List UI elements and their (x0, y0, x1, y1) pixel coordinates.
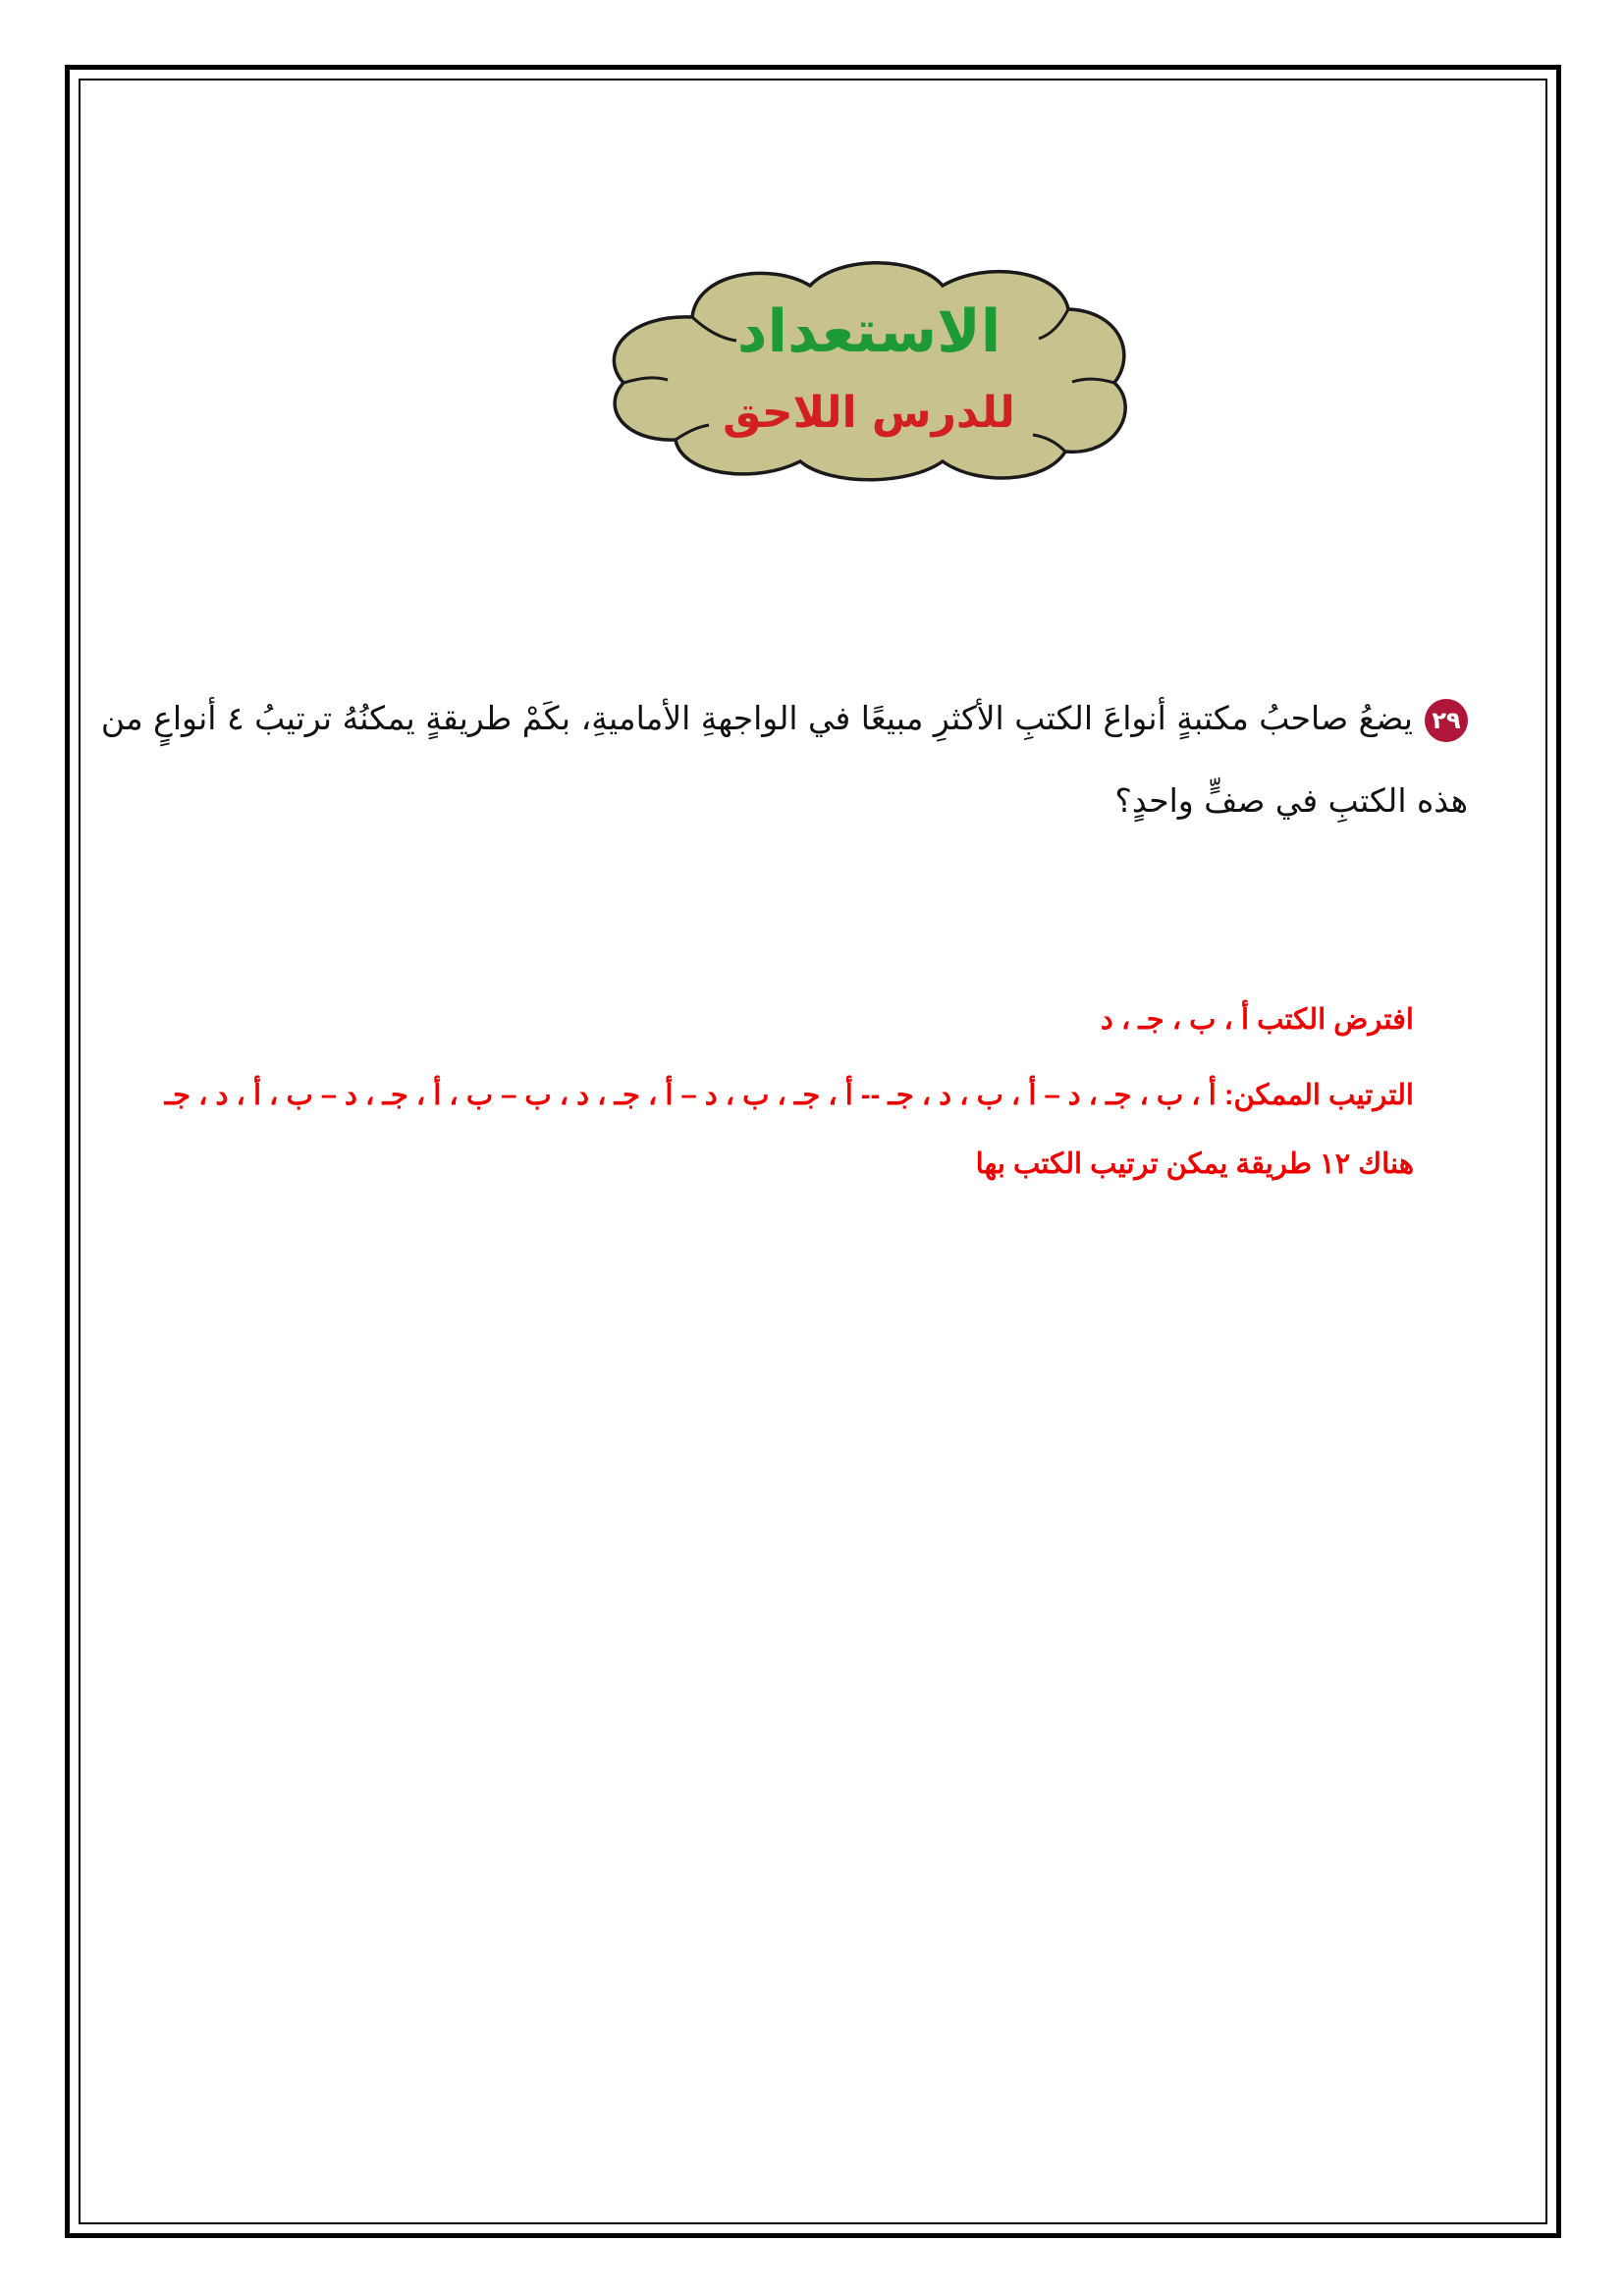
cloud-shape (599, 260, 1139, 486)
question-number: ٢٩ (1425, 699, 1468, 742)
answer-assumption: افترض الكتب أ ، ب ، جـ ، د (1100, 1004, 1414, 1036)
question-text: يضعُ صاحبُ مكتبةٍ أنواعَ الكتبِ الأكثرِ مبيعًا في الواجهةِ الأماميةِ، بكَمْ طريقةٍ يمكنُهُ ترتيبُ ٤ أنواعٍ من هذه الكتبِ في صفٍّ واحدٍ؟ (100, 699, 1468, 820)
answer-arrangements: الترتيب الممكن: أ ، ب ، جـ ، د – أ ، ب ، د ، جـ -- أ ، جـ ، ب ، د – أ ، جـ ، د ، ب – ب ، أ ، جـ ، د – ب ، أ ، د ، جـ (164, 1080, 1414, 1111)
lesson-badge (599, 260, 1139, 486)
badge-subtitle: للدرس اللاحق (723, 388, 1015, 438)
question-block (93, 677, 1468, 842)
answer-block (147, 996, 1414, 1188)
badge-title: الاستعداد (736, 297, 1001, 366)
answer-conclusion: هناك ١٢ طريقة يمكن ترتيب الكتب بها (975, 1148, 1414, 1180)
